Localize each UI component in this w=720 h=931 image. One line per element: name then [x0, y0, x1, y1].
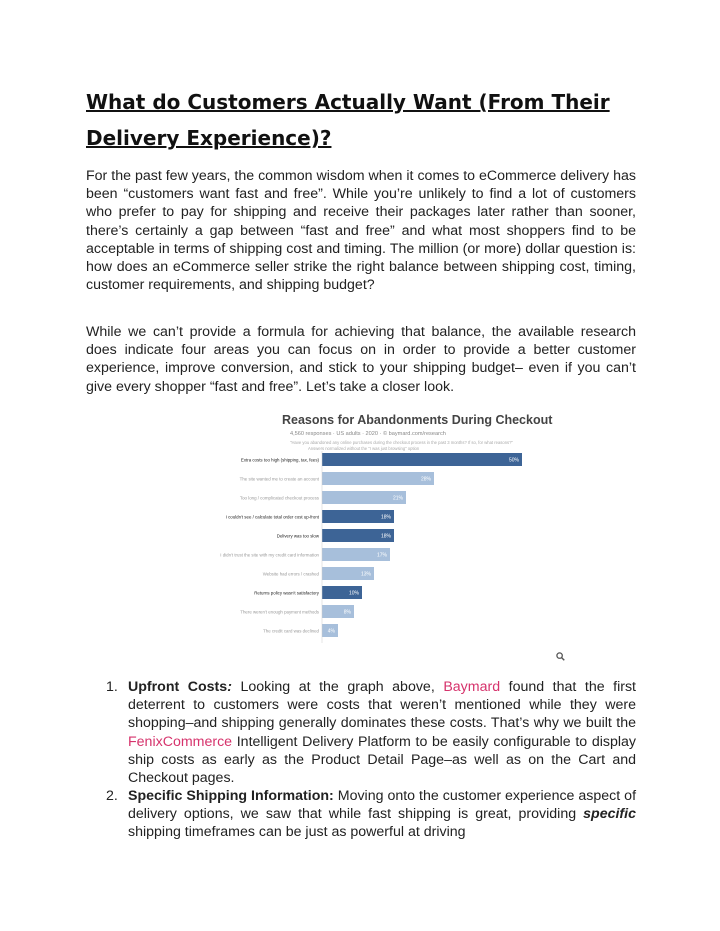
value-label: 18% — [380, 533, 391, 540]
magnifier-icon[interactable] — [556, 652, 565, 663]
value-label: 10% — [348, 590, 359, 597]
list-heading: Specific Shipping Information: — [128, 788, 334, 804]
second-paragraph: While we can’t provide a formula for achieving that balance, the available research does indicate four areas you can focus on in order to provide a better customer experience, improve conversion, and stick to your shipping budget– even if you can’t give every shopper “fast and free”. Let’s take a closer look. — [86, 324, 636, 395]
chart-title: Reasons for Abandonments During Checkout — [282, 413, 553, 427]
list-text: Looking at the graph above, — [231, 679, 444, 695]
list-item-text — [128, 678, 636, 787]
chart-subtitle: 4,560 responses · US adults · 2020 · © baymard.com/research — [290, 431, 446, 437]
list-number: 1. — [106, 679, 118, 695]
value-label: 50% — [508, 457, 519, 464]
category-label: Too long / complicated checkout process — [239, 495, 319, 501]
fenixcommerce-link[interactable]: FenixCommerce — [128, 733, 233, 750]
category-label: Delivery was too slow — [276, 533, 319, 539]
value-label: 21% — [392, 495, 403, 502]
category-label: I didn't trust the site with my credit card information — [220, 552, 319, 558]
list-item-text — [128, 787, 636, 842]
category-label: The credit card was declined — [263, 628, 319, 634]
list-item-shipping-info — [106, 787, 636, 842]
list-text: Intelligent Delivery Platform to be easily configurable to display ship costs as early as the Product Detail Page–as well as on the Cart and Checkout pages. — [128, 733, 636, 787]
emphasis-text: specific — [583, 806, 636, 823]
category-label: The site wanted me to create an account — [239, 476, 319, 482]
intro-paragraph: For the past few years, the common wisdom when it comes to eCommerce delivery has been “customers want fast and free”. While you’re unlikely to find a lot of customers who prefer to pay for shipping and receive their packages later rather than sooner, there’s certainly a gap between “fast and free” and what most shoppers find to be acceptable in terms of shipping cost and timing. The million (or more) dollar question is: how does an eCommerce seller strike the right balance between shipping cost, timing, customer requirements, and shipping budget? — [86, 168, 636, 294]
value-label: 4% — [327, 628, 335, 635]
category-label: There weren't enough payment methods — [240, 609, 319, 615]
category-label: Website had errors / crashed — [262, 571, 319, 577]
list-number: 2. — [106, 788, 118, 804]
value-label: 13% — [360, 571, 371, 578]
bar — [322, 472, 434, 485]
list-item-upfront-costs — [106, 678, 636, 787]
abandonment-chart — [186, 405, 553, 665]
article-title: What do Customers Actually Want (From Their Delivery Experience)? — [86, 90, 610, 150]
heading-colon: : — [227, 679, 232, 695]
list-text: shipping timeframes can be just as powerful at driving — [128, 824, 466, 841]
list-heading: Upfront Costs — [128, 679, 228, 695]
value-label: 8% — [343, 609, 351, 616]
value-label: 18% — [380, 514, 391, 521]
value-label: 28% — [420, 476, 431, 483]
category-label: Returns policy wasn't satisfactory — [254, 590, 319, 596]
chart-note: "Have you abandoned any online purchases during the checkout process in the past 3 months? If so, for what reasons?" — [290, 440, 513, 445]
category-label: I couldn't see / calculate total order cost up-front — [225, 514, 319, 520]
chart-note-secondary: Answers normalized without the "I was just browsing" option — [308, 446, 420, 451]
value-label: 17% — [376, 552, 387, 559]
list-text: Moving onto the customer experience aspect of delivery options, we saw that while fast shipping is great, providing — [128, 788, 637, 823]
baymard-link[interactable]: Baymard — [443, 679, 501, 695]
list-text: found that the first deterrent to customers were costs that weren’t mentioned while they were shopping–and shipping generally dominates these costs. That’s why we built the — [128, 679, 637, 732]
category-label: Extra costs too high (shipping, tax, fees) — [240, 457, 319, 463]
bar — [322, 453, 522, 466]
